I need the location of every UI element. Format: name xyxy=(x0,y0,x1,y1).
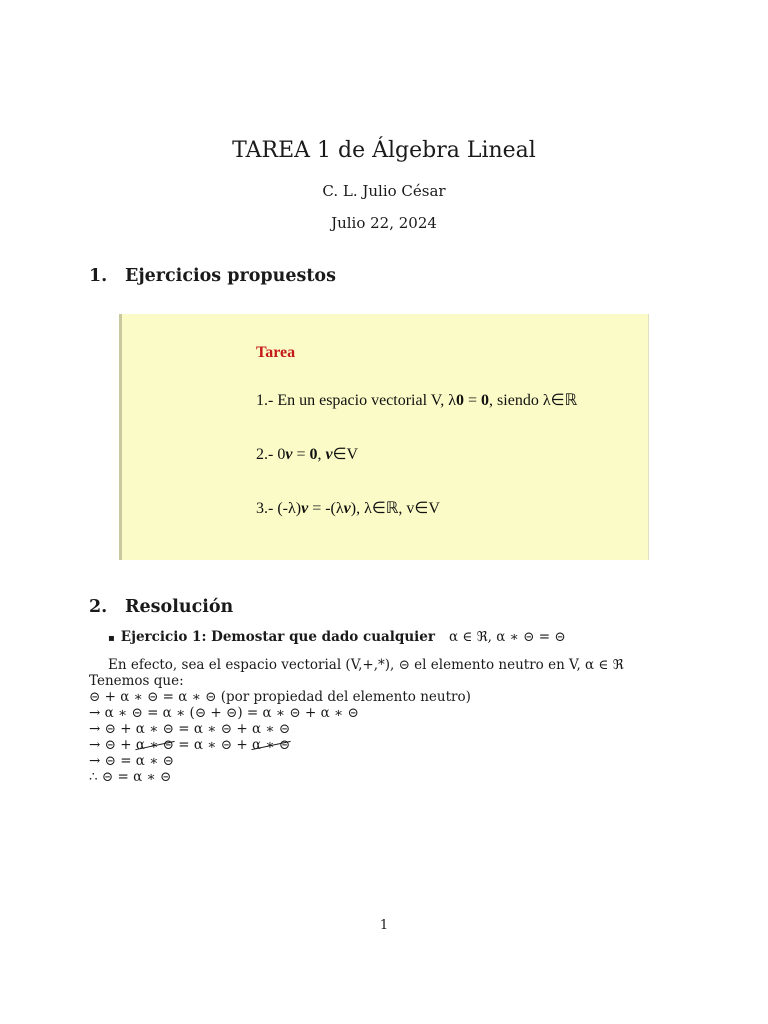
section-title: Ejercicios propuestos xyxy=(125,266,336,286)
exercise-label: Ejercicio 1: Demostar que dado cualquier xyxy=(120,629,435,645)
task-heading: Tarea xyxy=(256,344,296,361)
page-number: 1 xyxy=(379,918,389,933)
task-item-text: 3.- (-λ) xyxy=(256,500,302,517)
task-item-text: = xyxy=(464,392,482,409)
proof-step-1: ⊝ + α ∗ ⊝ = α ∗ ⊝ (por propiedad del elemento neutro) xyxy=(89,689,471,705)
cancelled-term: α ∗ ⊝ xyxy=(135,737,174,753)
exercise-1-item xyxy=(108,629,566,645)
proof-text: → ⊝ + xyxy=(89,737,136,753)
bullet-icon: ▪ xyxy=(108,633,115,644)
task-item-text: 2.- 0 xyxy=(256,446,286,463)
task-item-text: = xyxy=(292,446,310,463)
zero-vector: 0 xyxy=(456,392,465,409)
vector-v: v xyxy=(285,446,293,463)
section-heading-2 xyxy=(89,597,233,617)
proof-text: = α ∗ ⊝ + xyxy=(174,737,252,753)
zero-vector: 0 xyxy=(309,446,318,463)
task-image-box xyxy=(119,314,649,560)
section-number: 2. xyxy=(89,597,108,617)
proof-have: Tenemos que: xyxy=(89,673,184,689)
proof-step-4 xyxy=(89,737,290,753)
proof-conclusion: ∴ ⊝ = α ∗ ⊝ xyxy=(89,769,172,785)
vector-v: v xyxy=(343,500,351,517)
task-item-1 xyxy=(256,390,577,410)
proof-intro: En efecto, sea el espacio vectorial (V,+,*), ⊝ el elemento neutro en V, α ∈ ℜ xyxy=(108,657,624,673)
task-item-text: , xyxy=(317,446,326,463)
cancelled-term: α ∗ ⊝ xyxy=(251,737,291,753)
proof-step-3: → ⊝ + α ∗ ⊝ = α ∗ ⊝ + α ∗ ⊝ xyxy=(89,721,291,737)
task-item-2 xyxy=(256,444,358,464)
vector-v: v xyxy=(301,500,309,517)
zero-vector: 0 xyxy=(481,392,490,409)
task-item-text: , siendo λ∈ℝ xyxy=(489,392,578,409)
section-title: Resolución xyxy=(125,597,234,617)
section-heading-1 xyxy=(89,266,336,286)
task-item-text: = -(λ xyxy=(308,500,344,517)
exercise-statement: α ∈ ℜ, α ∗ ⊝ = ⊝ xyxy=(449,629,566,645)
vector-v: v xyxy=(325,446,333,463)
proof-step-2: → α ∗ ⊝ = α ∗ (⊝ + ⊝) = α ∗ ⊝ + α ∗ ⊝ xyxy=(89,705,359,721)
document-date: Julio 22, 2024 xyxy=(331,214,437,232)
proof-step-5: → ⊝ = α ∗ ⊝ xyxy=(89,753,174,769)
section-number: 1. xyxy=(89,266,108,286)
task-item-3 xyxy=(256,498,440,518)
document-title: TAREA 1 de Álgebra Lineal xyxy=(232,138,536,163)
task-item-text: ∈V xyxy=(332,446,359,463)
task-item-text: 1.- En un espacio vectorial V, λ xyxy=(256,392,457,409)
document-author: C. L. Julio César xyxy=(322,182,446,200)
task-item-text: ), λ∈ℝ, v∈V xyxy=(350,500,440,517)
